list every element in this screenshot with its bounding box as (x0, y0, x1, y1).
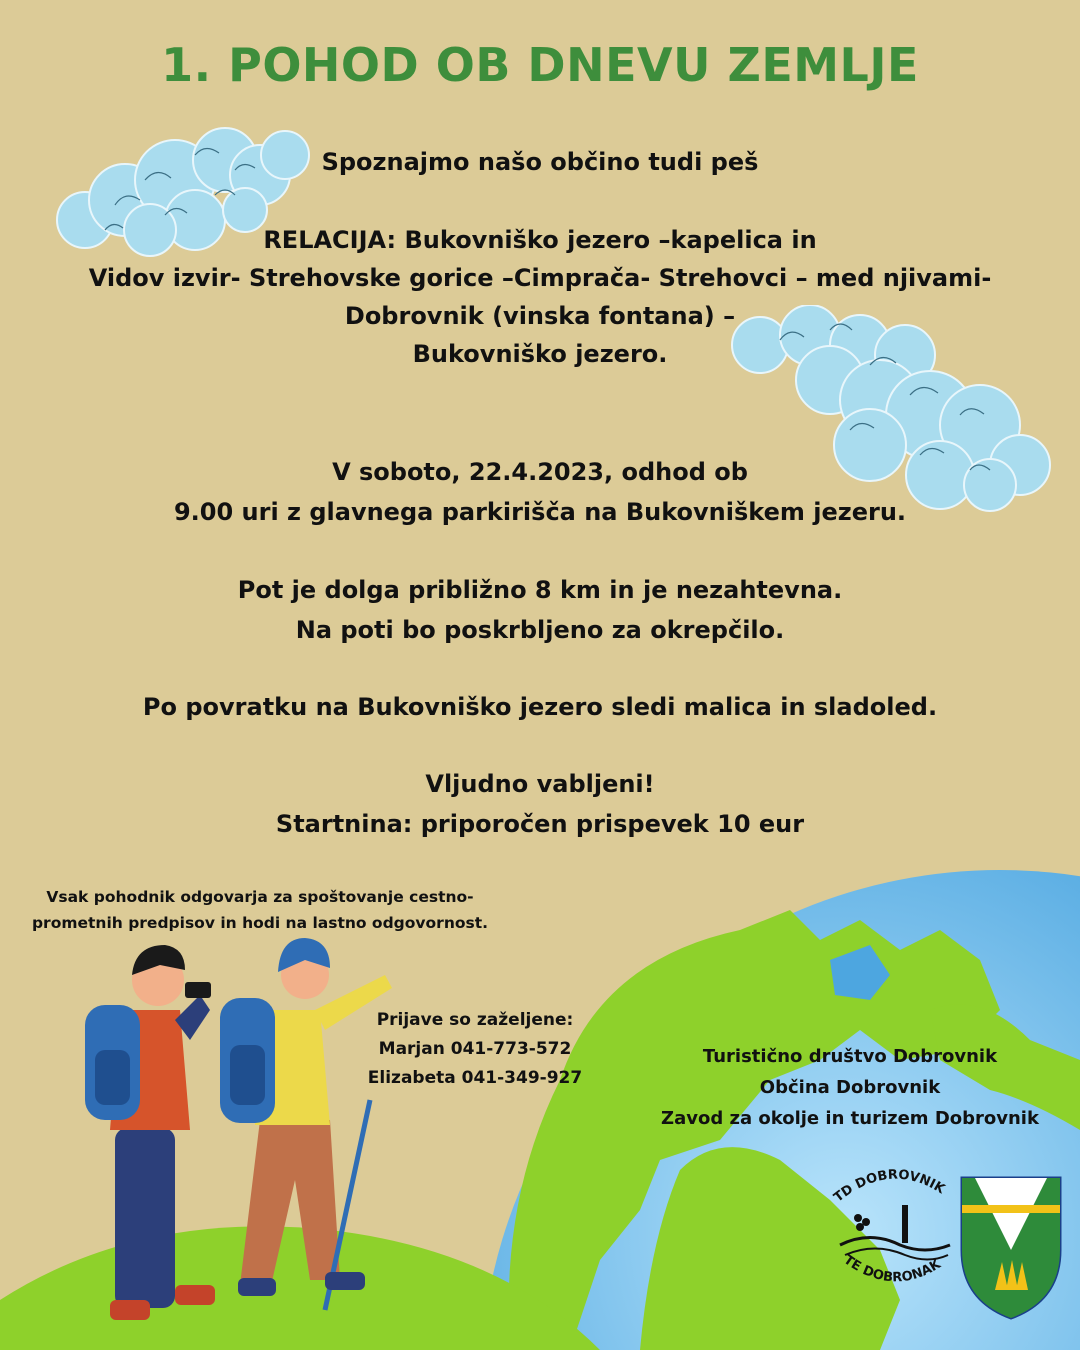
trail-line-2: Na poti bo poskrbljeno za okrepčilo. (295, 616, 785, 644)
route-line-2: Vidov izvir- Strehovske gorice –Cimprača- Strehovci – med njivami- (88, 264, 992, 292)
contact-elizabeta: Elizabeta 041-349-927 (367, 1068, 583, 1088)
logo-bottom-text: TE DOBRONAK (840, 1252, 944, 1286)
date-line-2: 9.00 uri z glavnega parkirišča na Bukovniškem jezeru. (173, 498, 907, 526)
organizer-3: Zavod za okolje in turizem Dobrovnik (661, 1108, 1039, 1129)
after-return-text: Po povratku na Bukovniško jezero sledi malica in sladoled. (142, 693, 938, 721)
route-line-4: Bukovniško jezero. (412, 340, 668, 368)
route-line-1: RELACIJA: Bukovniško jezero –kapelica in (263, 226, 817, 254)
trail-line-1: Pot je dolga približno 8 km in je nezahtevna. (237, 576, 843, 604)
entry-fee-line: Startnina: priporočen prispevek 10 eur (275, 810, 805, 838)
invite-line: Vljudno vabljeni! (425, 770, 655, 798)
logo-top-text: TD DOBROVNIK (831, 1167, 948, 1206)
route-line-3: Dobrovnik (vinska fontana) – (344, 302, 736, 330)
date-line-1: V soboto, 22.4.2023, odhod ob (332, 458, 748, 486)
poster-title: 1. POHOD OB DNEVU ZEMLJE (161, 38, 919, 92)
organizer-1: Turistično društvo Dobrovnik (702, 1046, 998, 1067)
subtitle: Spoznajmo našo občino tudi peš (321, 148, 759, 176)
contact-marjan: Marjan 041-773-572 (378, 1039, 572, 1059)
disclaimer-line-1: Vsak pohodnik odgovarja za spoštovanje cestno- (46, 888, 474, 906)
disclaimer-line-2: prometnih predpisov in hodi na lastno odgovornost. (31, 914, 489, 932)
contact-heading: Prijave so zaželjene: (376, 1010, 574, 1030)
organizer-2: Občina Dobrovnik (759, 1077, 941, 1098)
